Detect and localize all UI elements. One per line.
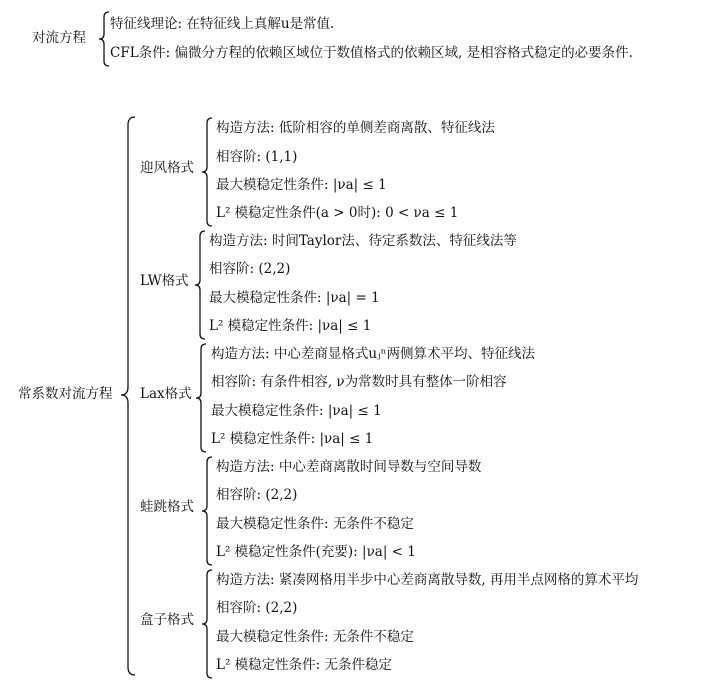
max-norm-stability: 最大模稳定性条件: 无条件不稳定 <box>216 516 414 532</box>
construction-method: 构造方法: 时间Taylor法、待定系数法、特征线法等 <box>209 233 517 249</box>
max-norm-stability: 最大模稳定性条件: 无条件不稳定 <box>216 629 414 645</box>
scheme-name: 迎风格式 <box>140 160 194 176</box>
construction-method: 构造方法: 中心差商离散时间导数与空间导数 <box>216 459 482 475</box>
scheme-name: LW格式 <box>140 273 189 289</box>
top-label: 对流方程 <box>32 30 86 46</box>
construction-method: 构造方法: 紧凑网格用半步中心差商离散导数, 再用半点网格的算术平均 <box>216 572 639 588</box>
l2-norm-stability: L² 模稳定性条件: |νa| ≤ 1 <box>209 318 372 334</box>
scheme-brace <box>195 343 207 453</box>
max-norm-stability: 最大模稳定性条件: |νa| ≤ 1 <box>211 403 382 419</box>
top-brace <box>98 11 110 67</box>
l2-norm-stability: L² 模稳定性条件: 无条件稳定 <box>216 657 393 673</box>
scheme-brace <box>201 456 213 566</box>
max-norm-stability: 最大模稳定性条件: |νa| ≤ 1 <box>216 177 387 193</box>
scheme-brace <box>201 117 213 227</box>
construction-method: 构造方法: 低阶相容的单侧差商离散、特征线法 <box>216 120 495 136</box>
scheme-brace <box>201 569 213 679</box>
main-brace <box>120 116 136 676</box>
top-item-characteristic: 特征线理论: 在特征线上真解u是常值. <box>110 16 335 32</box>
scheme-name: 盒子格式 <box>140 612 194 628</box>
top-item-cfl: CFL条件: 偏微分方程的依赖区域位于数值格式的依赖区域, 是相容格式稳定的必要条件. <box>110 45 633 61</box>
l2-norm-stability: L² 模稳定性条件(充要): |νa| < 1 <box>216 544 416 560</box>
scheme-name: Lax格式 <box>140 386 192 402</box>
scheme-brace <box>194 230 206 340</box>
consistency-order: 相容阶: (2,2) <box>216 600 298 616</box>
consistency-order: 相容阶: (2,2) <box>216 487 298 503</box>
l2-norm-stability: L² 模稳定性条件(a > 0时): 0 < νa ≤ 1 <box>216 205 459 221</box>
consistency-order: 相容阶: (2,2) <box>209 261 291 277</box>
max-norm-stability: 最大模稳定性条件: |νa| = 1 <box>209 290 380 306</box>
l2-norm-stability: L² 模稳定性条件: |νa| ≤ 1 <box>211 431 374 447</box>
main-label: 常系数对流方程 <box>18 386 113 402</box>
consistency-order: 相容阶: (1,1) <box>216 149 298 165</box>
consistency-order: 相容阶: 有条件相容, ν为常数时具有整体一阶相容 <box>211 374 507 390</box>
scheme-name: 蛙跳格式 <box>140 499 194 515</box>
construction-method: 构造方法: 中心差商显格式uⱼⁿ两侧算术平均、特征线法 <box>211 346 535 362</box>
